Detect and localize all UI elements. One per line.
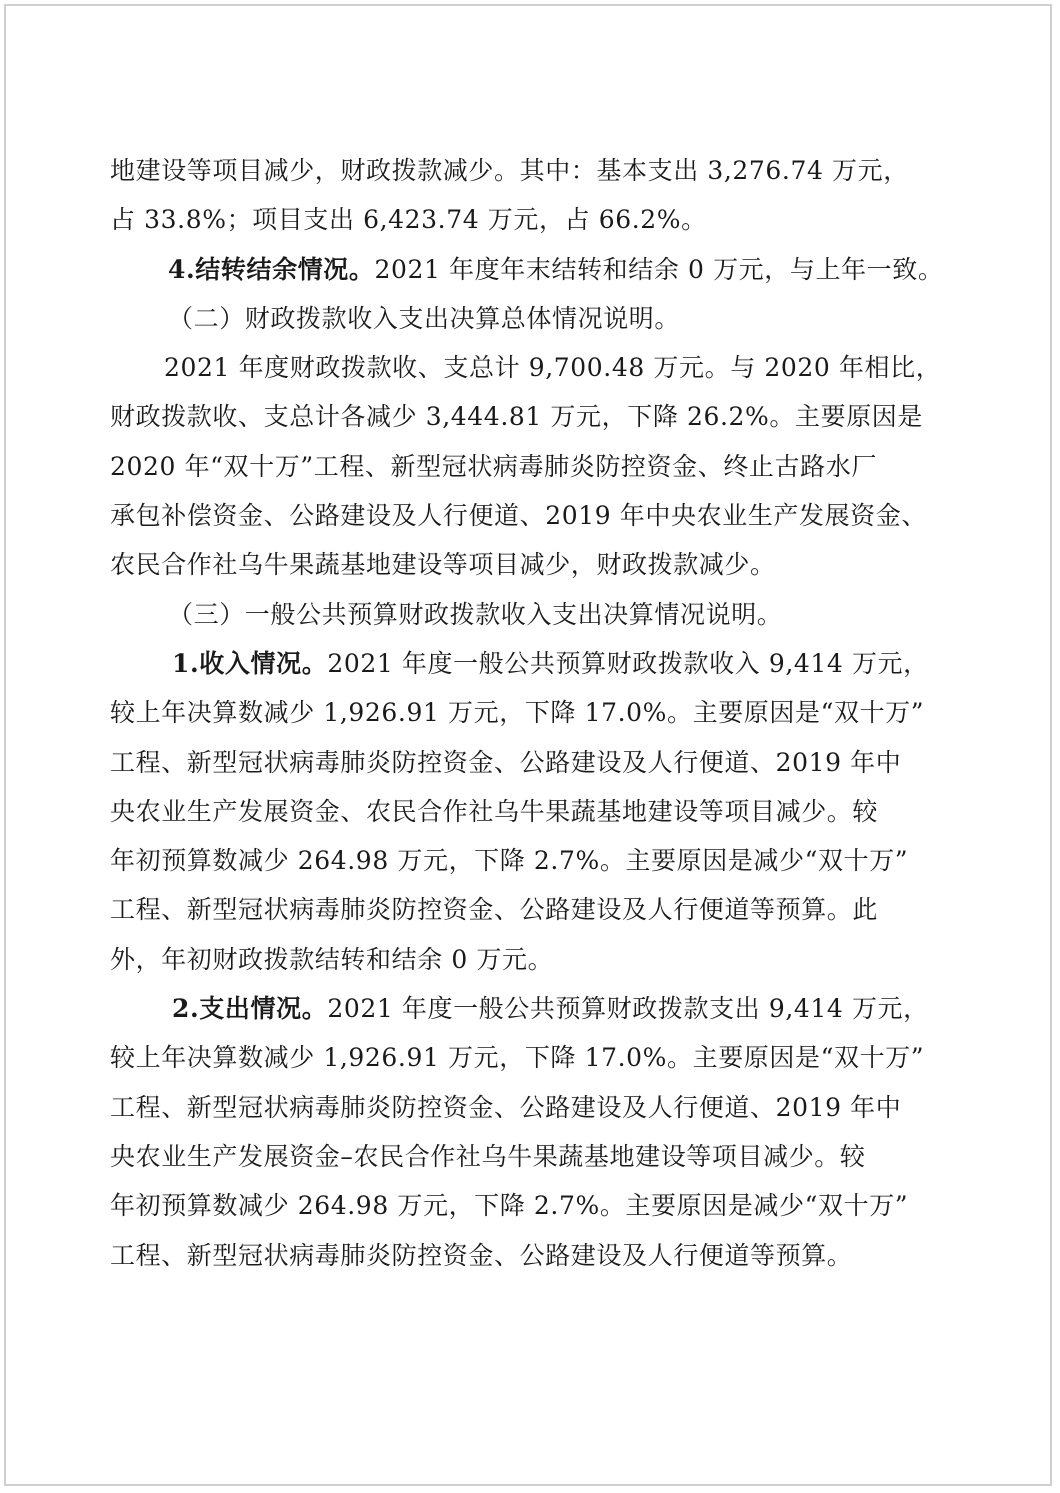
text-line: 央农业生产发展资金、农民合作社乌牛果蔬基地建设等项目减少。较 — [110, 796, 879, 826]
paragraph-carryover-status — [110, 245, 980, 294]
text-line: 2020 年“双十万”工程、新型冠状病毒肺炎防控资金、终止古路水厂 — [110, 451, 877, 481]
text-line: 工程、新型冠状病毒肺炎防控资金、公路建设及人行便道等预算。 — [110, 1240, 853, 1270]
text-line: 农民合作社乌牛果蔬基地建设等项目减少，财政拨款减少。 — [110, 550, 776, 580]
section-heading-inline: 2.支出情况。 — [172, 994, 328, 1024]
text-line: 外，年初财政拨款结转和结余 0 万元。 — [110, 944, 554, 974]
text-line: 年初预算数减少 264.98 万元，下降 2.7%。主要原因是减少“双十万” — [110, 1191, 909, 1221]
text-span: 2021 年度一般公共预算财政拨款收入 9,414 万元， — [327, 648, 929, 678]
text-span: 2021 年度一般公共预算财政拨款支出 9,414 万元， — [327, 994, 929, 1024]
text-line: 工程、新型冠状病毒肺炎防控资金、公路建设及人行便道、2019 年中 — [110, 747, 902, 777]
text-span: 2021 年度年末结转和结余 0 万元，与上年一致。 — [374, 254, 944, 284]
document-body — [110, 146, 980, 1280]
paragraph-expenditure — [110, 984, 980, 1033]
text-line: 承包补偿资金、公路建设及人行便道、2019 年中央农业生产发展资金、 — [110, 501, 927, 531]
text-line: 地建设等项目减少，财政拨款减少。其中：基本支出 3,276.74 万元， — [110, 156, 909, 185]
paragraph-income — [110, 639, 980, 688]
text-line: 财政拨款收、支总计各减少 3,444.81 万元，下降 26.2%。主要原因是 — [110, 402, 923, 432]
text-line: 较上年决算数减少 1,926.91 万元，下降 17.0%。主要原因是“双十万” — [110, 698, 925, 728]
text-line: 较上年决算数减少 1,926.91 万元，下降 17.0%。主要原因是“双十万” — [110, 1043, 925, 1073]
section-heading-inline: 1.收入情况。 — [172, 648, 328, 678]
section-heading: （二）财政拨款收入支出决算总体情况说明。 — [168, 303, 681, 333]
page-frame — [4, 4, 1052, 1486]
text-line: 年初预算数减少 264.98 万元，下降 2.7%。主要原因是减少“双十万” — [110, 846, 909, 876]
text-line: 占 33.8%；项目支出 6,423.74 万元，占 66.2%。 — [110, 205, 707, 235]
text-line: 2021 年度财政拨款收、支总计 9,700.48 万元。与 2020 年相比， — [164, 353, 942, 383]
section-heading-inline: 4.结转结余情况。 — [168, 254, 375, 284]
section-heading: （三）一般公共预算财政拨款收入支出决算情况说明。 — [168, 599, 783, 629]
text-line: 工程、新型冠状病毒肺炎防控资金、公路建设及人行便道等预算。此 — [110, 895, 879, 925]
text-line: 工程、新型冠状病毒肺炎防控资金、公路建设及人行便道、2019 年中 — [110, 1092, 902, 1122]
text-line: 央农业生产发展资金–农民合作社乌牛果蔬基地建设等项目减少。较 — [110, 1141, 866, 1171]
